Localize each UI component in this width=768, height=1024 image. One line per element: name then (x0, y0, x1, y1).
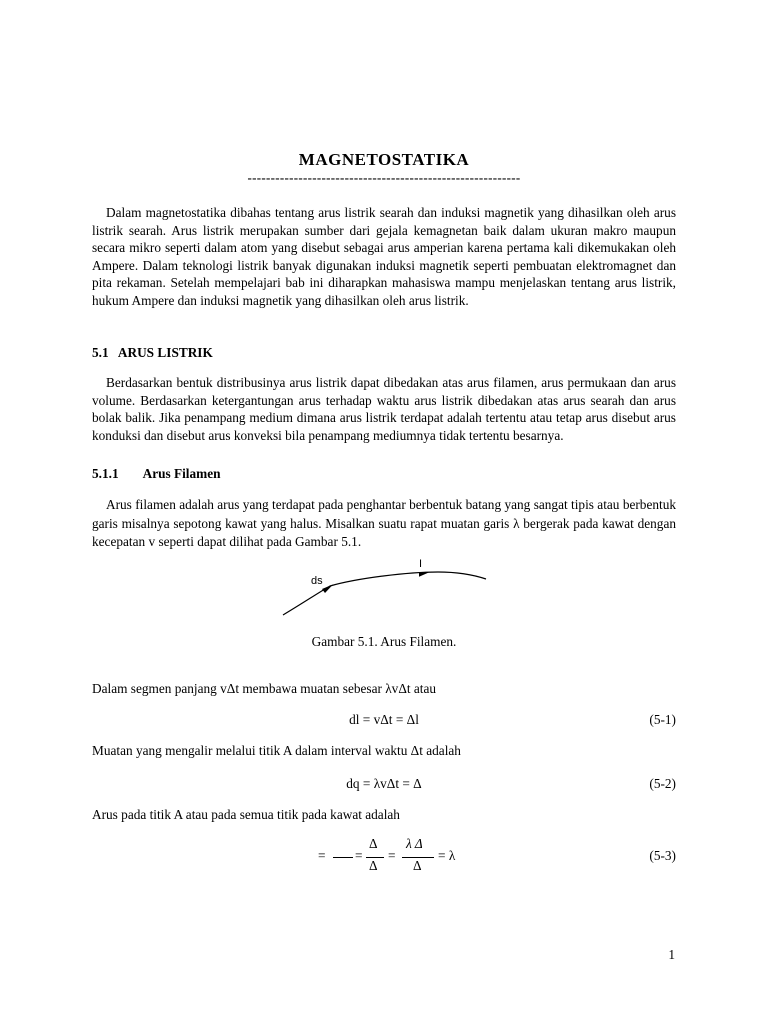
section-number: 5.1.1 (92, 466, 119, 481)
fraction-numerator: λ Δ (406, 836, 423, 851)
fraction-denominator: Δ (413, 858, 422, 873)
equation-number: (5-2) (649, 776, 676, 791)
ds-label: ds (311, 575, 323, 587)
current-label: I (419, 558, 423, 570)
page-number: 1 (668, 947, 675, 962)
filament-current-figure (278, 558, 490, 618)
equation-5-1 (92, 712, 676, 734)
page-title: MAGNETOSTATIKA (298, 150, 470, 169)
section-5-1-1-heading (92, 466, 221, 482)
equation-equals: = (388, 848, 396, 863)
fraction-denominator: Δ (369, 858, 378, 873)
section-5-1-1-paragraph: Arus filamen adalah arus yang terdapat pada penghantar berbentuk batang yang sangat tipis atau berbentuk garis misalnya sepotong kawat yang halus. Misalkan suatu rapat muatan garis λ bergerak pada kawat dengan kecepatan v seperti dapat dilihat pada Gambar 5.1. (92, 497, 676, 549)
equation-5-2 (92, 776, 676, 798)
intro-paragraph: Dalam magnetostatika dibahas tentang arus listrik searah dan induksi magnetik yang dihasilkan oleh arus listrik searah. Arus listrik merupakan sumber dari gejala kemagnetan baik dalam ukuran makro maupun secara mikro seperti dalam atom yang disebut sebagai arus amperian karena pertama kali dikemukakan oleh Ampere. Dalam teknologi listrik banyak digunakan induksi magnetik seperti pembuatan elektromagnet dan pita rekaman. Setelah mempelajari bab ini diharapkan mahasiswa mampu menjelaskan tentang arus listrik, hukum Ampere dan induksi magnetik yang dihasilkan oleh arus listrik. (92, 205, 676, 308)
equation-equals: = (355, 848, 363, 863)
section-title: Arus Filamen (142, 466, 221, 481)
section-title: ARUS LISTRIK (117, 345, 213, 360)
section-5-1-paragraph: Berdasarkan bentuk distribusinya arus listrik dapat dibedakan atas arus filamen, arus permukaan dan arus volume. Berdasarkan ketergantungan arus terhadap waktu arus listrik dibedakan atas arus searah dan arus bolak balik. Jika penampang medium dimana arus listrik terdapat adalah tertentu atau tetap arus disebut arus konduksi dan disebut arus konveksi bila penampang mediumnya tidak tertentu besarnya. (92, 375, 676, 443)
equation-number: (5-3) (649, 848, 676, 863)
section-number: 5.1 (92, 345, 109, 360)
figure-caption: Gambar 5.1. Arus Filamen. (311, 634, 457, 649)
title-divider: ----------------------------------------------------------- (247, 170, 521, 185)
current-arrow-icon (419, 572, 429, 576)
fraction-numerator: Δ (369, 836, 378, 851)
text-line-2: Muatan yang mengalir melalui titik A dalam interval waktu Δt adalah (92, 743, 461, 758)
equation-body: dq = λvΔt = Δ (346, 776, 422, 791)
equation-body: dl = vΔt = Δl (349, 712, 419, 727)
equation-lead: = (318, 848, 326, 863)
text-line-1: Dalam segmen panjang vΔt membawa muatan sebesar λvΔt atau (92, 681, 437, 696)
equation-number: (5-1) (649, 712, 676, 727)
ds-arrow-icon (322, 585, 333, 594)
section-5-1-heading (92, 345, 213, 361)
equation-result: = λ (438, 848, 456, 863)
equation-5-3-number-row (92, 848, 676, 870)
text-line-3: Arus pada titik A atau pada semua titik pada kawat adalah (92, 807, 400, 822)
